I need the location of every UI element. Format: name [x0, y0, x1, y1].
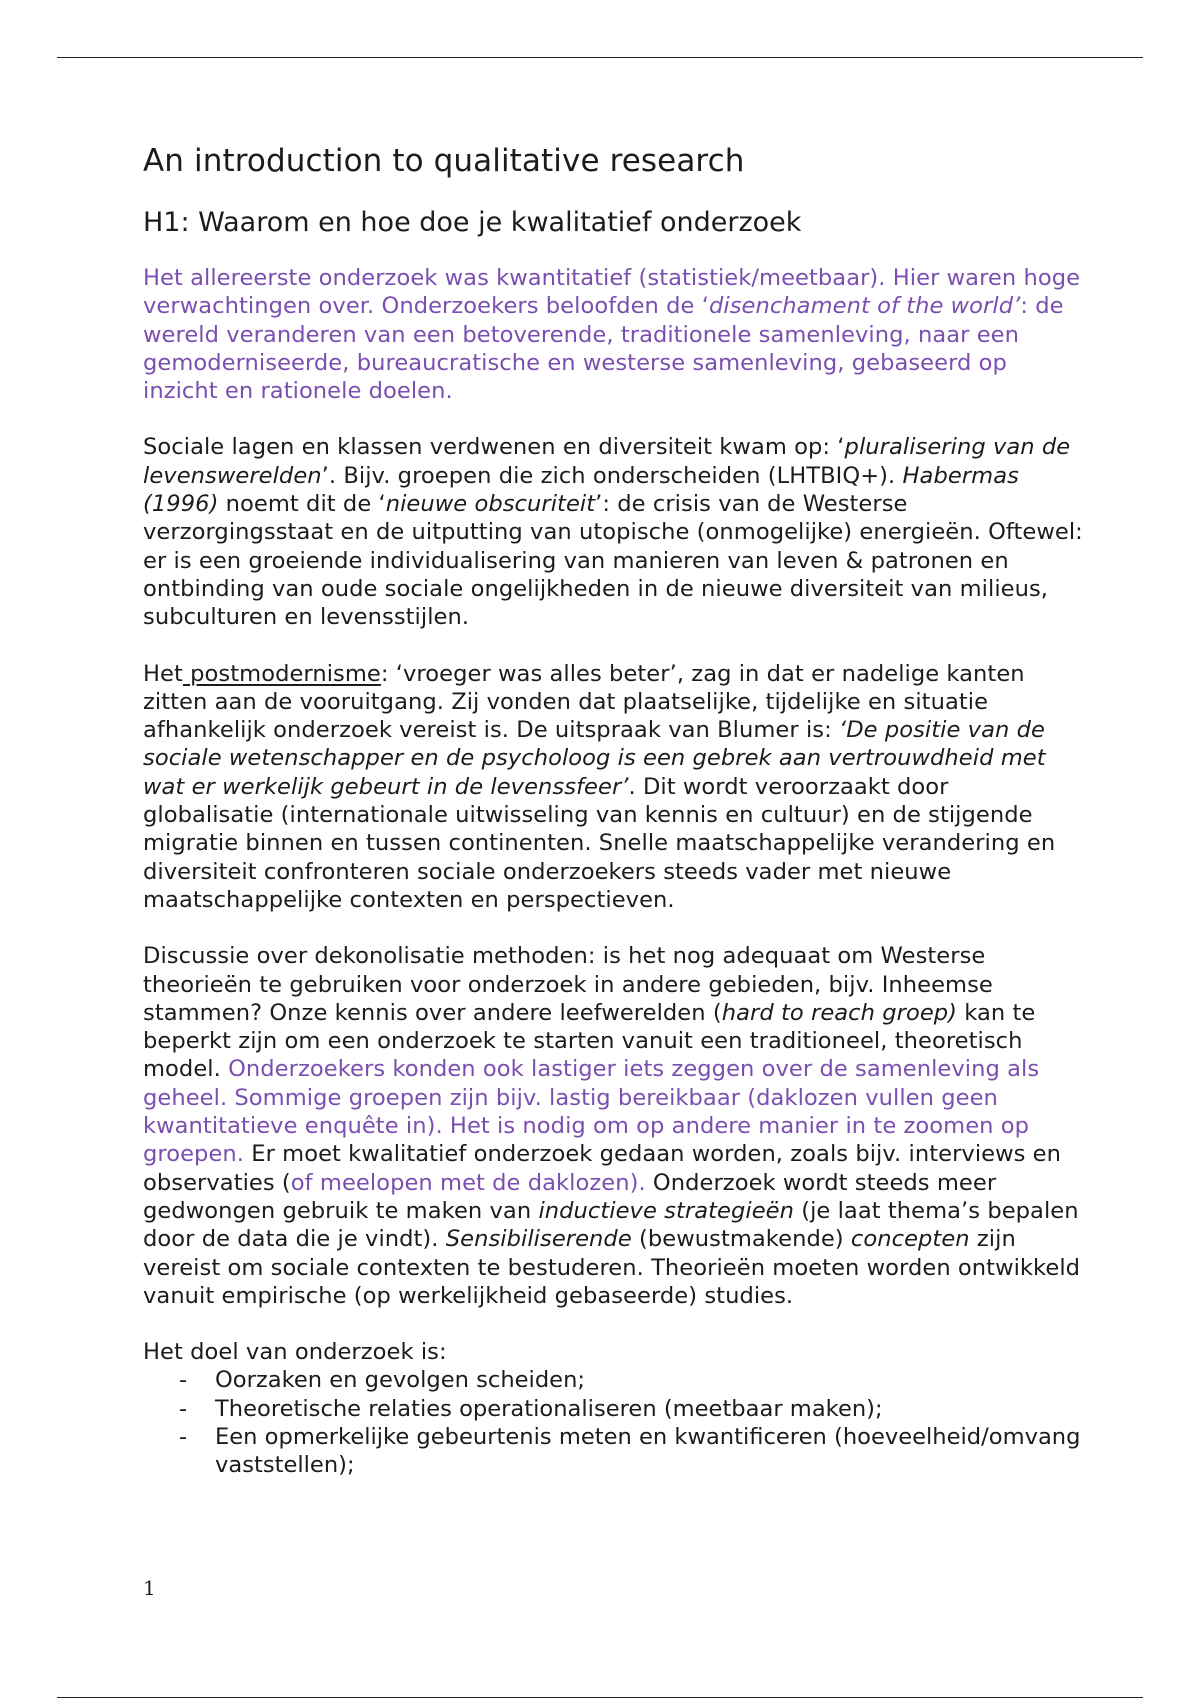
p2-text-g: ’: de crisis van de Westerse verzorgingsstaat en de uitputting van utopische (onmogelijke) energieën. Oftewel: er is een groeiende individualisering van manieren van leven & patronen en ontbinding van oude sociale ongelijkheden in de nieuwe diversiteit van milieus, subculturen en levensstijlen. [143, 491, 1083, 631]
p1-text-c: : de wereld veranderen van een betoverende, traditionele samenleving, naar een gemoderniseerde, bureaucratische en westerse samenleving, gebaseerd op inzicht en rationele doelen. [143, 293, 1064, 405]
list-item-text: Theoretische relaties operationaliseren (meetbaar maken); [215, 1395, 883, 1422]
p4-highlight-d: Onderzoekers konden ook lastiger iets zeggen over de samenleving als geheel. Sommige groepen zijn bijv. lastig bereikbaar (daklozen vullen geen kwantitatieve enquête in). [143, 1056, 1040, 1140]
p4-text-e [443, 1113, 450, 1139]
p4-text-o: zijn vereist om sociale contexten te bestuderen. Theorieën moeten worden ontwikkeld vanuit empirische (op werkelijkheid gebaseerde) studies. [143, 1226, 1081, 1309]
p2-text-e: noemt dit de ‘ [218, 491, 386, 518]
p3-underlined-term: postmodernisme [182, 660, 381, 687]
p1-emphasis: disenchament of the world’ [708, 293, 1021, 320]
p4-emphasis-j: inductieve strategieën [538, 1197, 794, 1224]
p2-text-a: Sociale lagen en klassen verdwenen en diversiteit kwam op: ‘ [143, 434, 845, 461]
p4-text-i: Onderzoek wordt steeds meer gedwongen gebruik te maken van [143, 1169, 997, 1224]
p2-emphasis-b: pluralisering van de levenswerelden [143, 434, 1071, 489]
bullet-dash: - [179, 1367, 188, 1394]
p3-text-a: Het [143, 660, 183, 687]
p4-text-g: Er moet kwalitatief onderzoek gedaan worden, zoals bijv. interviews en observaties ( [143, 1141, 1062, 1196]
p3-blumer-quote: ‘De positie van de sociale wetenschapper en de psycholoog is een gebrek aan vertrouwdheid met wat er werkelijk gebeurt in de levenssfeer’ [143, 717, 1046, 800]
list-item [179, 1395, 1083, 1423]
p4-emphasis-n: concepten [850, 1226, 970, 1253]
page-content [143, 136, 1083, 1480]
p4-emphasis-l: Sensibiliserende [445, 1226, 632, 1253]
p4-text-m: (bewustmakende) [631, 1226, 851, 1253]
paragraph-quantitative-history [143, 264, 1083, 405]
p4-highlight-h: of meelopen met de daklozen). [290, 1169, 646, 1196]
p2-emphasis-f: nieuwe obscuriteit [385, 491, 596, 518]
page-number: 1 [143, 1576, 156, 1600]
p3-text-c: : ‘vroeger was alles beter’, zag in dat er nadelige kanten zitten aan de vooruitgang. Zij vonden dat plaatselijke, tijdelijke en situatie afhankelijk onderzoek vereist is. De uitspraak van Blumer is: [143, 660, 1025, 744]
p4-text-a: Discussie over dekonolisatie methoden: is het nog adequaat om Westerse theorieën te gebruiken voor onderzoek in andere gebieden, bijv. Inheemse stammen? Onze kennis over andere leefwerelden ( [143, 943, 993, 1026]
list-item-text: Een opmerkelijke gebeurtenis meten en kwantificeren (hoeveelheid/omvang vaststellen); [215, 1423, 1081, 1479]
document-title: An introduction to qualitative research [143, 143, 745, 179]
goals-intro: Het doel van onderzoek is: [143, 1339, 447, 1366]
p2-citation: Habermas (1996) [143, 462, 1019, 518]
paragraph-pluralisation [143, 433, 1083, 631]
p4-text-c: kan te beperkt zijn om een onderzoek te starten vanuit een traditioneel, theoretisch model. [143, 999, 1036, 1083]
list-item [179, 1366, 1083, 1394]
paragraph-postmodernism [143, 660, 1083, 915]
header-rule [57, 57, 1143, 58]
p4-highlight-f: Het is nodig om op andere manier in te zoomen op groepen. [143, 1113, 1030, 1168]
p4-text-k: (je laat thema’s bepalen door de data die je vindt). [143, 1197, 1079, 1253]
p3-text-e: . Dit wordt veroorzaakt door globalisatie (internationale uitwisseling van kennis en cultuur) en de stijgende migratie binnen en tussen continenten. Snelle maatschappelijke verandering en diversiteit confronteren sociale onderzoekers steeds vader met nieuwe maatschappelijke contexten en perspectieven. [143, 773, 1056, 913]
list-item-text: Oorzaken en gevolgen scheiden; [215, 1367, 586, 1394]
footer-rule [57, 1697, 1143, 1698]
goals-list [143, 1366, 1083, 1479]
p4-emphasis-b: hard to reach groep) [721, 999, 958, 1026]
p1-text-a: Het allereerste onderzoek was kwantitatief (statistiek/meetbaar). Hier waren hoge verwachtingen over. Onderzoekers beloofden de ‘ [143, 265, 1081, 320]
paragraph-decolonisation [143, 942, 1083, 1310]
list-item [179, 1423, 1083, 1480]
bullet-dash: - [179, 1423, 188, 1450]
p2-text-c: ’. Bijv. groepen die zich onderscheiden (LHTBIQ+). [321, 462, 903, 489]
chapter-heading: H1: Waarom en hoe doe je kwalitatief onderzoek [143, 207, 802, 238]
bullet-dash: - [179, 1395, 188, 1422]
